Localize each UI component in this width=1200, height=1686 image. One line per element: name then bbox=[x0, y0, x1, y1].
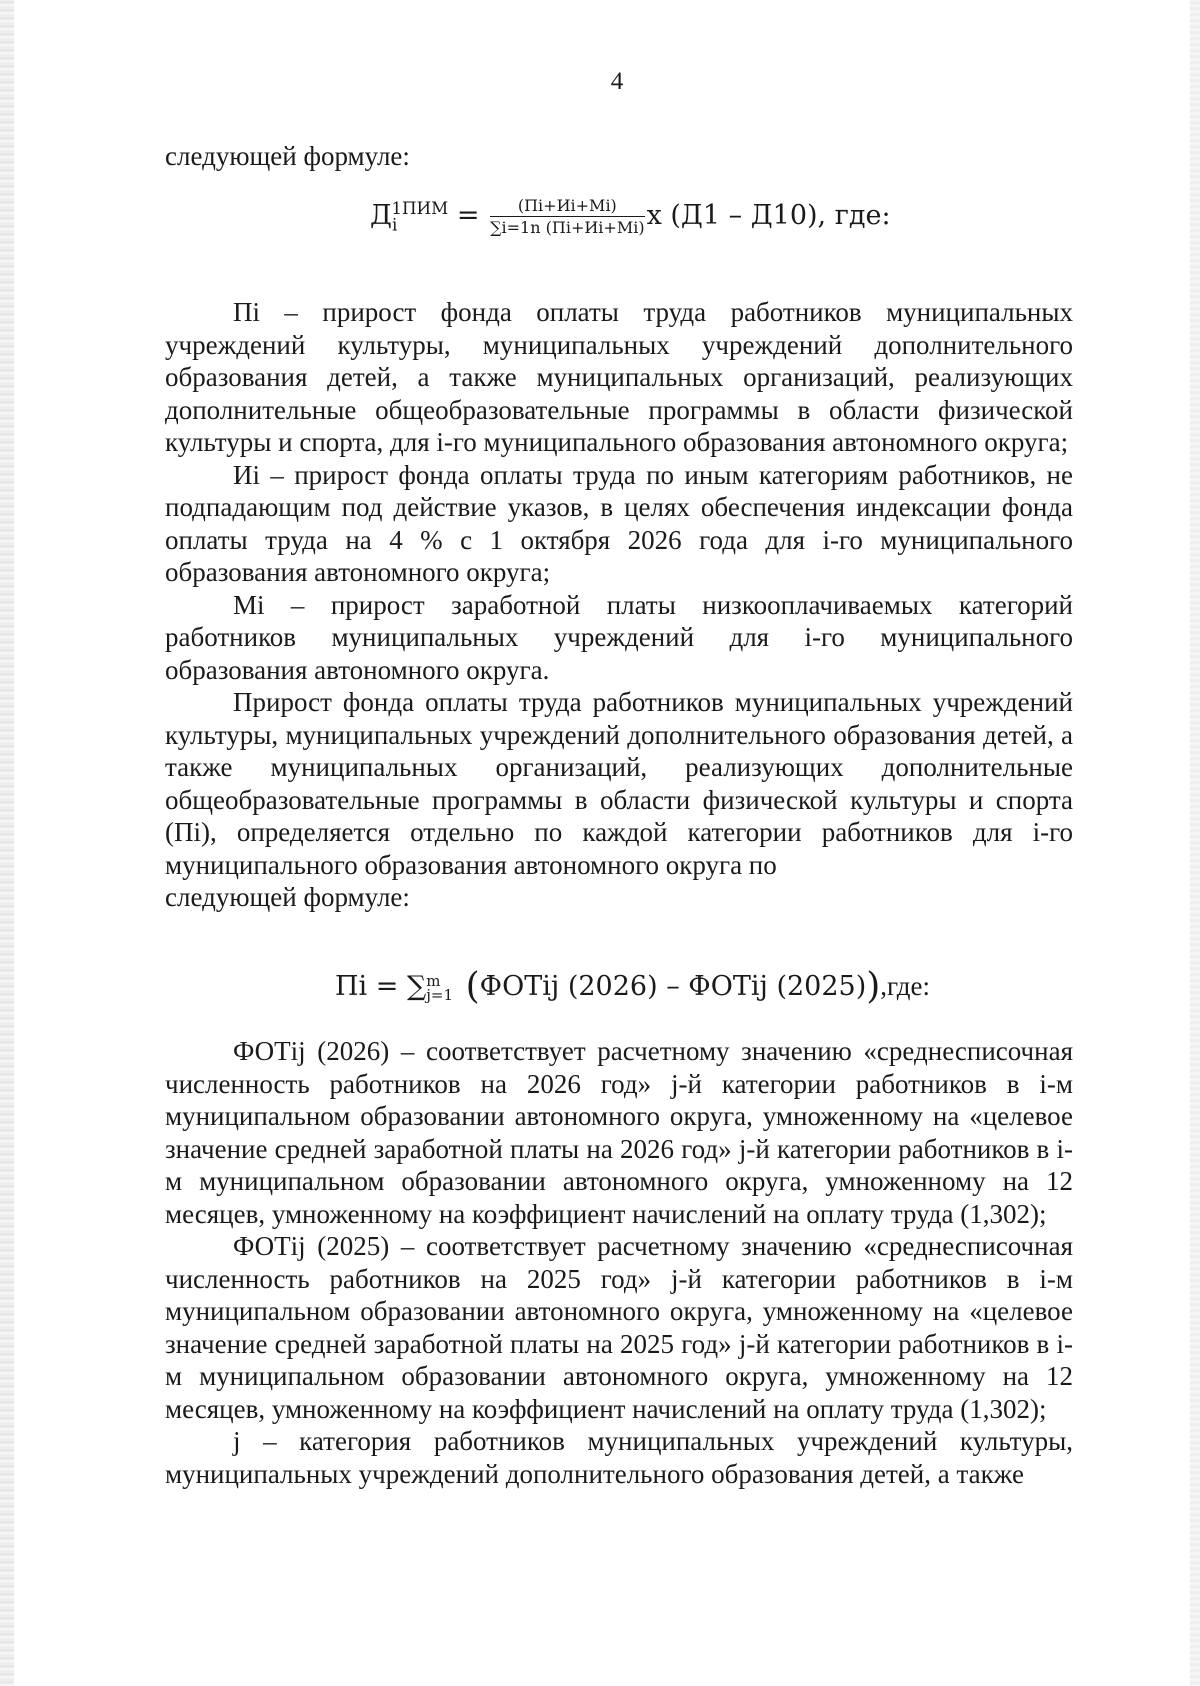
definitions-block-2 bbox=[165, 1035, 1073, 1490]
definition-j: j – категория работников муниципальных учреждений культуры, муниципальных учреждений дополнительного образования детей, а также bbox=[165, 1426, 1073, 1489]
intro-line bbox=[165, 140, 1073, 173]
formula2-close-paren: ) bbox=[866, 966, 881, 1007]
formula1-denominator: ∑i=1n (Пi+Иi+Мi) bbox=[490, 218, 645, 237]
intro-paragraph: следующей формуле: bbox=[165, 141, 410, 171]
formula2-sum-upper: m bbox=[426, 971, 441, 990]
formula2-term1: ФОТij (2026) bbox=[479, 971, 658, 1002]
formula1-equals: = bbox=[456, 200, 480, 231]
formula2-sum-limits bbox=[426, 971, 454, 1004]
definition-fot-2025: ФОТij (2025) – соответствует расчетному значению «среднесписочная численность работников на 2025 год» j-й категории работников в i-м муниципальном образовании автономного округа, умноженному на «целевое значение средней заработной платы на 2025 год» j-й категории работников в i-м муниципальном образовании автономного округа, умноженному на 12 месяцев, умноженному на коэффициент начислений на оплату труда (1,302); bbox=[165, 1231, 1073, 1424]
formula2-tail: ,где: bbox=[880, 971, 930, 1001]
formula2-open-paren: ( bbox=[465, 966, 480, 1007]
definition-m: Мi – прирост заработной платы низкооплачиваемых категорий работников муниципальных учреждений для i-го муниципального образования автономного округа. bbox=[165, 589, 1073, 685]
formula-distribution bbox=[370, 196, 891, 237]
formula1-numerator: (Пi+Иi+Мi) bbox=[490, 196, 644, 217]
intro-paragraph-2: следующей формуле: bbox=[165, 882, 410, 912]
definition-fot-2026: ФОТij (2026) – соответствует расчетному значению «среднесписочная численность работников на 2026 год» j-й категории работников в i-м муниципальном образовании автономного округа, умноженному на «целевое значение средней заработной платы на 2026 год» j-й категории работников в i-м муниципальном образовании автономного округа, умноженному на 12 месяцев, умноженному на коэффициент начислений на оплату труда (1,302); bbox=[165, 1036, 1073, 1229]
formula1-lhs-sub: i bbox=[391, 214, 398, 235]
scan-edge-left bbox=[0, 0, 14, 1686]
definition-p: Пi – прирост фонда оплаты труда работников муниципальных учреждений культуры, муниципальных учреждений дополнительного образования детей, а также муниципальных организаций, реализующих дополнительные общеобразовательные программы в области физической культуры и спорта, для i-го муниципального образования автономного округа; bbox=[165, 297, 1073, 457]
formula1-lhs-sup: 1ПИМ bbox=[391, 198, 449, 218]
page-number: 4 bbox=[610, 68, 624, 95]
formula2-lhs: Пi = bbox=[335, 971, 399, 1002]
growth-paragraph: Прирост фонда оплаты труда работников муниципальных учреждений культуры, муниципальных учреждений дополнительного образования детей, а также муниципальных организаций, реализующих дополнительные общеобразовательные программы в области физической культуры и спорта (Пi), определяется отдельно по каждой категории работников для i-го муниципального образования автономного округа по bbox=[165, 687, 1073, 880]
formula1-rhs: (Д1 – Д10), где: bbox=[670, 200, 891, 231]
formula1-times: х bbox=[646, 200, 662, 231]
definition-i: Иi – прирост фонда оплаты труда по иным категориям работников, не подпадающим под действие указов, в целях обеспечения индексации фонда оплаты труда на 4 % с 1 октября 2026 года для i-го муниципального образования автономного округа; bbox=[165, 459, 1073, 587]
formula2-minus: – bbox=[666, 971, 680, 1002]
formula2-term2: ФОТij (2025) bbox=[688, 971, 867, 1002]
formula1-fraction bbox=[490, 196, 644, 237]
formula2-sum-lower: j=1 bbox=[426, 985, 454, 1004]
scan-edge-right bbox=[1190, 0, 1200, 1686]
formula1-lhs: Д bbox=[370, 200, 392, 231]
formula-growth bbox=[335, 966, 930, 1007]
definitions-block-1 bbox=[165, 296, 1073, 914]
formula2-sum: ∑ bbox=[406, 971, 427, 1002]
